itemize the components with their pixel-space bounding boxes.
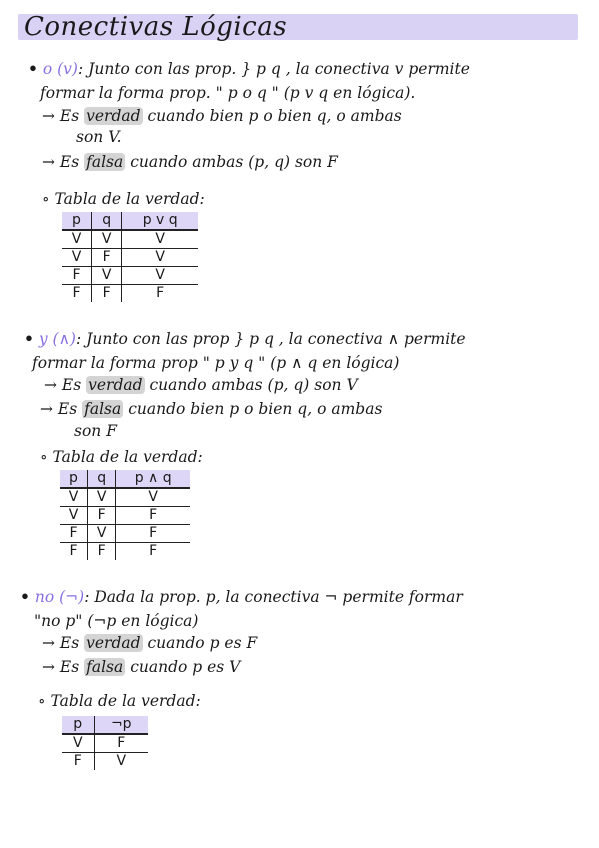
cell: V	[62, 230, 91, 249]
rule-text: cuando bien p o bien q, o ambas	[147, 107, 402, 125]
cell: V	[62, 249, 91, 267]
table-header-row	[60, 470, 190, 488]
and-false-rule-cont: son F	[74, 422, 117, 440]
or-table-heading: ∘ Tabla de la verdad:	[42, 190, 205, 208]
and-text-1: : Junto con las prop } p q , la conectiva ∧ permite	[75, 330, 466, 348]
cell: V	[116, 488, 190, 507]
arrow-text: → Es	[44, 376, 82, 394]
or-truth-table	[62, 212, 198, 302]
cell: F	[116, 525, 190, 543]
cell: V	[60, 507, 87, 525]
cell: F	[91, 249, 121, 267]
rule-text: cuando p es V	[130, 658, 241, 676]
or-definition-line-1	[28, 60, 470, 78]
and-keyword: y (∧)	[38, 330, 76, 348]
cell: V	[91, 267, 121, 285]
page-title: Conectivas Lógicas	[24, 12, 288, 42]
falsa-highlight: falsa	[84, 400, 122, 418]
rule-text: cuando p es F	[147, 634, 258, 652]
verdad-highlight: verdad	[86, 634, 141, 652]
not-text-1: : Dada la prop. p, la conectiva ¬ permite formar	[84, 588, 463, 606]
header-q: q	[87, 470, 115, 488]
table-row	[60, 525, 190, 543]
and-true-rule	[44, 376, 358, 394]
falsa-highlight: falsa	[86, 658, 124, 676]
cell: F	[62, 753, 94, 771]
table-row	[62, 753, 148, 771]
not-definition-line-2: "no p" (¬p en lógica)	[34, 612, 199, 630]
not-table-heading: ∘ Tabla de la verdad:	[38, 692, 201, 710]
cell: V	[91, 230, 121, 249]
header-q: q	[91, 212, 121, 230]
or-true-rule-cont: son V.	[76, 128, 122, 146]
table-row	[62, 267, 198, 285]
and-definition-line-1	[24, 330, 466, 348]
cell: F	[91, 285, 121, 303]
cell: F	[62, 267, 91, 285]
header-p: p	[62, 212, 91, 230]
table-row	[62, 249, 198, 267]
falsa-highlight: falsa	[86, 153, 124, 171]
verdad-highlight: verdad	[86, 107, 141, 125]
cell: V	[122, 230, 198, 249]
table-row	[62, 734, 148, 753]
header-result: ¬p	[94, 716, 148, 734]
cell: V	[62, 734, 94, 753]
table-header-row	[62, 716, 148, 734]
not-true-rule	[42, 634, 257, 652]
arrow-text: → Es	[42, 107, 80, 125]
cell: V	[87, 488, 115, 507]
cell: V	[122, 267, 198, 285]
cell: F	[149, 543, 158, 559]
cell: V	[87, 525, 115, 543]
table-row	[62, 285, 198, 303]
cell: F	[156, 285, 165, 301]
header-result: p ∧ q	[116, 470, 190, 488]
cell: F	[116, 507, 190, 525]
arrow-text: → Es	[40, 400, 78, 418]
or-keyword: o (v)	[42, 60, 78, 78]
table-row	[60, 488, 190, 507]
cell: F	[94, 734, 148, 753]
not-keyword: no (¬)	[34, 588, 85, 606]
header-p: p	[60, 470, 87, 488]
verdad-highlight: verdad	[88, 376, 143, 394]
not-truth-table	[62, 716, 148, 770]
rule-text: cuando ambas (p, q) son V	[149, 376, 358, 394]
cell: F	[87, 507, 115, 525]
or-false-rule	[42, 153, 338, 171]
rule-text: cuando ambas (p, q) son F	[130, 153, 338, 171]
or-true-rule	[42, 107, 402, 125]
rule-text: cuando bien p o bien q, o ambas	[128, 400, 383, 418]
and-false-rule	[40, 400, 382, 418]
or-text-1: : Junto con las prop. } p q , la conectiva v permite	[77, 60, 470, 78]
or-definition-line-2: formar la forma prop. " p o q " (p v q en lógica).	[40, 84, 416, 102]
arrow-text: → Es	[42, 634, 80, 652]
cell: V	[122, 249, 198, 267]
table-header-row	[62, 212, 198, 230]
bullet: •	[28, 59, 38, 78]
cell: F	[60, 543, 87, 561]
cell: F	[87, 543, 115, 561]
arrow-text: → Es	[42, 658, 80, 676]
bullet: •	[24, 329, 34, 348]
not-definition-line-1	[20, 588, 463, 606]
not-false-rule	[42, 658, 240, 676]
table-row	[60, 543, 190, 561]
and-table-heading: ∘ Tabla de la verdad:	[40, 448, 203, 466]
cell: F	[62, 285, 91, 303]
and-definition-line-2: formar la forma prop " p y q " (p ∧ q en lógica)	[32, 354, 400, 372]
and-truth-table	[60, 470, 190, 560]
arrow-text: → Es	[42, 153, 80, 171]
table-row	[62, 230, 198, 249]
cell: V	[116, 753, 127, 769]
header-p: p	[62, 716, 94, 734]
bullet: •	[20, 587, 30, 606]
table-row	[60, 507, 190, 525]
cell: V	[60, 488, 87, 507]
cell: F	[60, 525, 87, 543]
header-result: p v q	[122, 212, 198, 230]
